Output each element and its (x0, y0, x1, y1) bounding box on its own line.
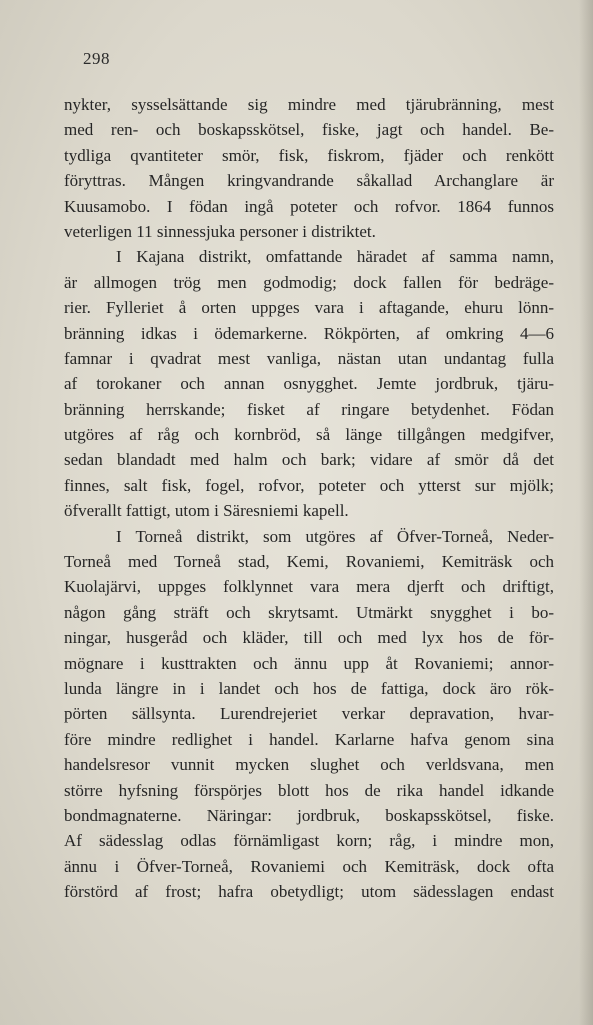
text-line: bränning herrskande; fisket af ringare betydenhet. Födan (64, 399, 554, 419)
text-line: Torneå med Torneå stad, Kemi, Rovaniemi, Kemiträsk och (64, 552, 554, 572)
text-line: någon gång sträft och skrytsamt. Utmärkt snygghet i bo- (64, 602, 554, 622)
text-line: handelsresor vunnit mycken slughet och verldsvana, men (64, 755, 554, 775)
text-line: ningar, husgeråd och kläder, till och med lyx hos de för- (64, 628, 554, 648)
text-line: Af sädesslag odlas förnämligast korn; råg, i mindre mon, (64, 831, 554, 851)
text-line: Kuusamobo. I födan ingå poteter och rofvor. 1864 funnos (64, 196, 554, 216)
page-edge-shadow (579, 0, 593, 1025)
text-line: I Kajana distrikt, omfattande häradet af samma namn, (116, 247, 554, 267)
text-line: mögnare i kusttrakten och ännu upp åt Rovaniemi; annor- (64, 653, 554, 673)
body-text (64, 92, 554, 905)
text-line: af torokaner och annan osnygghet. Jemte jordbruk, tjäru- (64, 374, 554, 394)
text-line: bränning idkas i ödemarkerne. Rökpörten, af omkring 4—6 (64, 323, 554, 343)
text-line: I Torneå distrikt, som utgöres af Öfver-Torneå, Neder- (116, 526, 554, 546)
text-line: famnar i qvadrat mest vanliga, nästan utan undantag fulla (64, 348, 554, 368)
text-line: nykter, sysselsättande sig mindre med tjärubränning, mest (64, 95, 554, 114)
text-line: finnes, salt fisk, fogel, rofvor, poteter och ytterst sur mjölk; (64, 475, 554, 495)
text-line: förstörd af frost; hafra obetydligt; utom sädesslagen endast (64, 882, 554, 902)
text-line: Kuolajärvi, uppges folklynnet vara mera djerft och driftigt, (64, 577, 554, 597)
text-line: ännu i Öfver-Torneå, Rovaniemi och Kemiträsk, dock ofta (64, 856, 554, 876)
text-line: öfverallt fattigt, utom i Säresniemi kapell. (64, 501, 349, 521)
text-line: är allmogen trög men godmodig; dock fallen för bedräge- (64, 272, 554, 292)
page-number: 298 (83, 49, 110, 68)
text-line: föryttras. Mången kringvandrande såkallad Archanglare är (64, 171, 554, 191)
text-line: bondmagnaterne. Näringar: jordbruk, boskapsskötsel, fiske. (64, 805, 554, 825)
text-line: rier. Fylleriet å orten uppges vara i aftagande, ehuru lönn- (64, 298, 554, 318)
text-line: tydliga qvantiteter smör, fisk, fiskrom, fjäder och renkött (64, 145, 554, 165)
text-line: veterligen 11 sinnessjuka personer i distriktet. (64, 221, 376, 241)
text-line: utgöres af råg och kornbröd, så länge tillgången medgifver, (64, 425, 554, 445)
text-line: pörten sällsynta. Lurendrejeriet verkar depravation, hvar- (64, 704, 554, 724)
text-line: lunda längre in i landet och hos de fattiga, dock äro rök- (64, 678, 554, 698)
text-line: med ren- och boskapsskötsel, fiske, jagt och handel. Be- (64, 120, 554, 140)
text-line: sedan blandadt med halm och bark; vidare af smör då det (64, 450, 554, 470)
text-line: före mindre redlighet i handel. Karlarne hafva genom sina (64, 729, 554, 749)
text-line: större hyfsning förspörjes blott hos de rika handel idkande (64, 780, 554, 800)
